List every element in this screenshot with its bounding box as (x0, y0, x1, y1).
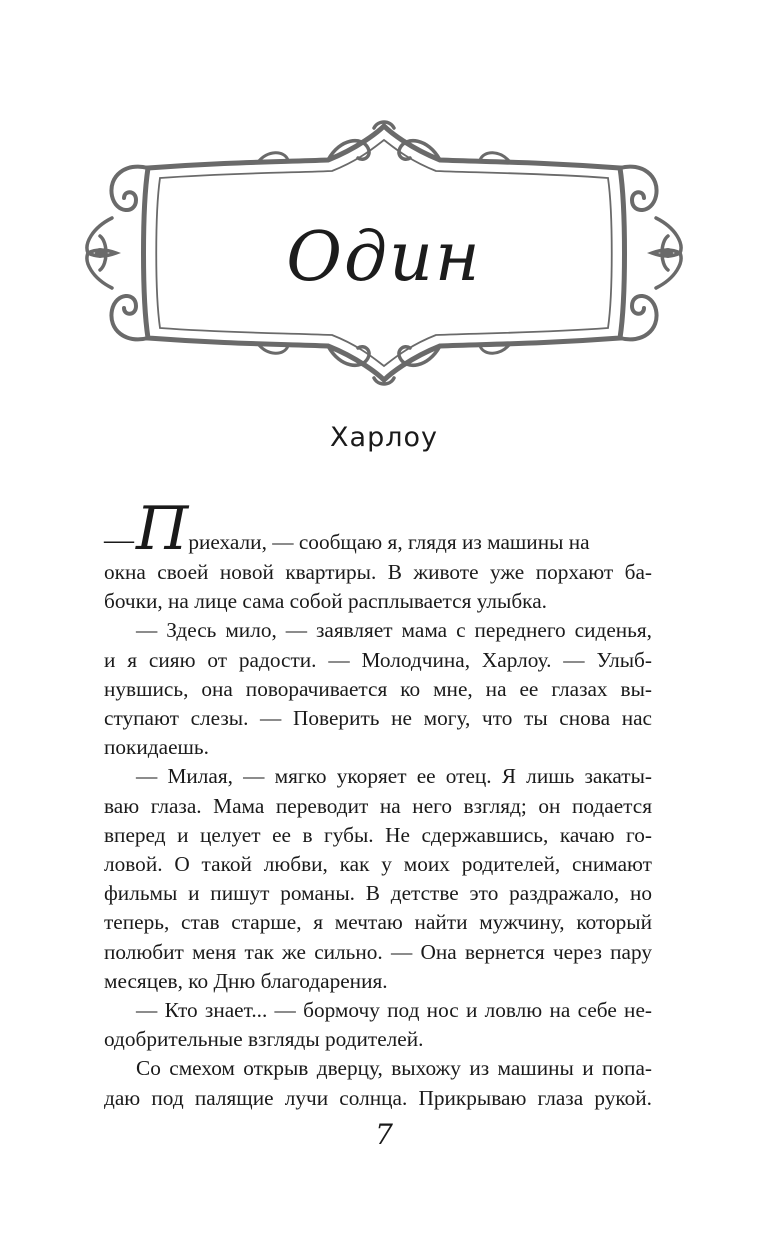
paragraph-3 (104, 762, 652, 996)
text-line: вперед и целует ее в губы. Не сдержавшись, качаю го- (104, 822, 652, 847)
chapter-title: Один (286, 217, 482, 297)
text-line: одобрительные взгляды родителей. (104, 1027, 424, 1052)
text-line: полюбит меня так же сильно. — Она вернется через пару (104, 939, 652, 964)
text-line: нувшись, она поворачивается ко мне, на ее глазах вы- (104, 676, 652, 701)
paragraph-2 (104, 616, 652, 762)
paragraph-1 (104, 494, 652, 616)
text-line: даю под палящие лучи солнца. Прикрываю глаза рукой. (104, 1085, 652, 1110)
text-line: Со смехом открыв дверцу, выхожу из машины и попа- (136, 1056, 652, 1081)
page-number: 7 (375, 1118, 393, 1151)
chapter-body (104, 494, 652, 1113)
text-line: — Кто знает... — бормочу под нос и ловлю на себе не- (136, 998, 652, 1023)
text-line: и я сияю от радости. — Молодчина, Харлоу. — Улыб- (104, 647, 652, 672)
text-line: окна своей новой квартиры. В животе уже порхают ба- (104, 560, 652, 584)
text-line: теперь, став старше, я мечтаю найти мужчину, который (104, 910, 652, 935)
text-line: фильмы и пишут романы. В детстве это раздражало, но (104, 881, 652, 906)
paragraph-4 (104, 996, 652, 1054)
paragraph-5 (104, 1054, 652, 1112)
text-line: риехали, — сообщаю я, глядя из машины на (188, 530, 590, 554)
text-line: ступают слезы. — Поверить не могу, что ты снова нас (104, 706, 652, 731)
opening-line (104, 494, 652, 564)
text-line: ловой. О такой любви, как у моих родителей, снимают (104, 852, 652, 877)
text-line: покидаешь. (104, 735, 209, 760)
pov-heading: Харлоу (330, 422, 438, 453)
text-line: — Милая, — мягко укоряет ее отец. Я лишь закаты- (136, 764, 652, 789)
text-line: бочки, на лице сама собой расплывается улыбка. (104, 589, 547, 614)
drop-cap: П (136, 494, 189, 564)
text-line: месяцев, ко Дню благодарения. (104, 968, 388, 993)
lead-dash: — (104, 523, 134, 556)
text-line: ваю глаза. Мама переводит на него взгляд; он подается (104, 793, 652, 818)
text-line: — Здесь мило, — заявляет мама с переднего сиденья, (136, 618, 652, 643)
